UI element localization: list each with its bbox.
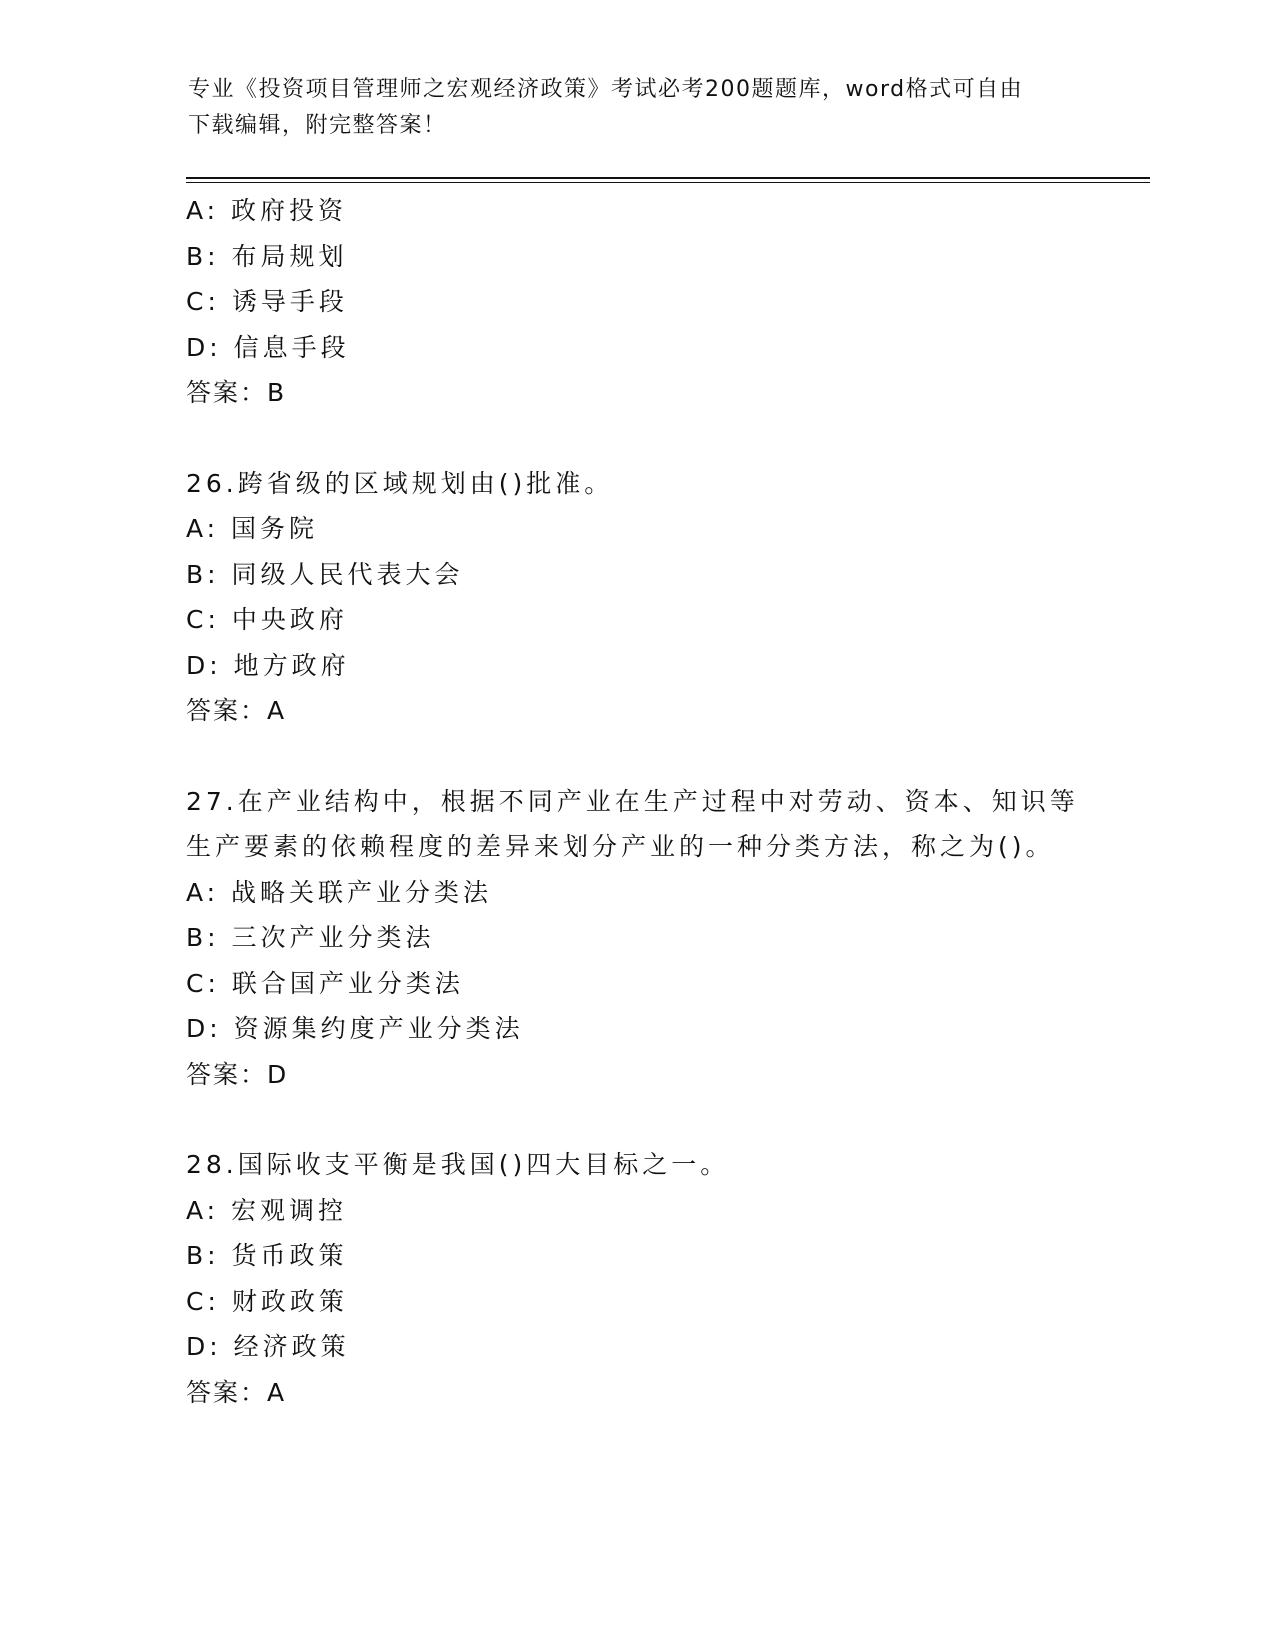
- header-line-2: 下载编辑，附完整答案！: [188, 113, 447, 138]
- option-c: C: 联合国产业分类法: [186, 968, 464, 998]
- option-a: A: 战略关联产业分类法: [186, 877, 493, 907]
- option-a: A: 国务院: [186, 514, 319, 543]
- question-stem-line-2: 生产要素的依赖程度的差异来划分产业的一种分类方法，称之为()。: [186, 832, 1055, 861]
- option-a: A: 政府投资: [186, 196, 348, 225]
- spacer: [186, 734, 1086, 779]
- option-b: B: 货币政策: [186, 1241, 348, 1270]
- answer-line: 答案：D: [186, 1059, 289, 1089]
- option-d: D: 信息手段: [186, 332, 350, 362]
- question-block-28: [186, 1142, 1086, 1415]
- document-header: [188, 72, 1068, 144]
- option-b: B: 布局规划: [186, 241, 348, 271]
- question-stem: 28.国际收支平衡是我国()四大目标之一。: [186, 1150, 730, 1179]
- question-stem-line-1: 27.在产业结构中，根据不同产业在生产过程中对劳动、资本、知识等: [186, 786, 1079, 816]
- spacer: [186, 416, 1086, 461]
- option-d: D: 地方政府: [186, 650, 350, 680]
- option-b: B: 三次产业分类法: [186, 923, 435, 952]
- question-block-prev: [186, 188, 1086, 416]
- option-a: A: 宏观调控: [186, 1195, 348, 1225]
- spacer: [186, 1097, 1086, 1142]
- answer-line: 答案：A: [186, 696, 287, 725]
- option-c: C: 中央政府: [186, 605, 348, 634]
- header-line-1: 专业《投资项目管理师之宏观经济政策》考试必考200题题库，word格式可自由: [188, 77, 1024, 102]
- option-b: B: 同级人民代表大会: [186, 559, 464, 589]
- answer-line: 答案：A: [186, 1377, 287, 1407]
- question-stem: 26.跨省级的区域规划由()批准。: [186, 468, 614, 498]
- answer-line: 答案：B: [186, 378, 287, 407]
- question-block-26: [186, 461, 1086, 734]
- header-rule-thick: [186, 177, 1150, 179]
- option-d: D: 资源集约度产业分类法: [186, 1014, 524, 1043]
- header-rule-thin: [186, 182, 1150, 183]
- question-block-27: [186, 779, 1086, 1098]
- question-list: [186, 188, 1086, 1415]
- option-c: C: 财政政策: [186, 1286, 348, 1316]
- option-c: C: 诱导手段: [186, 287, 348, 316]
- option-d: D: 经济政策: [186, 1332, 350, 1361]
